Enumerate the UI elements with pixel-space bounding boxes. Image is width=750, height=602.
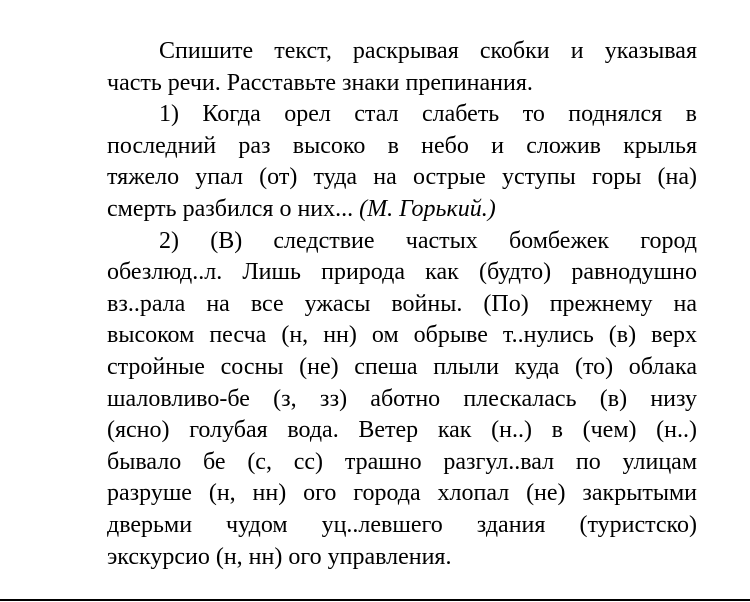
exercise-text xyxy=(107,36,697,573)
exercise2-line: обезлюд..л. Лишь природа как (будто) равнодушно xyxy=(107,259,697,286)
exercise1-line: 1) Когда орел стал слабеть то поднялся в xyxy=(159,101,697,128)
attribution: (М. Горький.) xyxy=(359,195,496,222)
exercise1-last-line xyxy=(107,194,697,226)
exercise2-line: дверьми чудом уц..левшего здания (туристско) xyxy=(107,511,697,538)
exercise2-line: высоком песча (н, нн) ом обрыве т..нулись (в) верх xyxy=(107,322,697,349)
bottom-divider xyxy=(0,599,750,601)
exercise1-line: тяжело упал (от) туда на острые уступы горы (на) xyxy=(107,164,697,191)
exercise2-line: шаловливо-бе (з, зз) аботно плескалась (в) низу xyxy=(107,385,697,412)
exercise2-line: 2) (В) следствие частых бомбежек город xyxy=(159,227,697,254)
exercise2-line: стройные сосны (не) спеша плыли куда (то) облака xyxy=(107,353,697,380)
instruction-line: часть речи. Расставьте знаки препинания. xyxy=(107,69,533,96)
exercise2-line: бывало бе (с, сс) трашно разгул..вал по улицам xyxy=(107,448,697,475)
exercise2-line: разруше (н, нн) ого города хлопал (не) закрытыми xyxy=(107,480,697,507)
exercise2-line: (ясно) голубая вода. Ветер как (н..) в (чем) (н..) xyxy=(107,417,697,444)
exercise2-line: вз..рала на все ужасы войны. (По) прежнему на xyxy=(107,290,697,317)
instruction-line: Спишите текст, раскрывая скобки и указывая xyxy=(159,38,697,64)
exercise2-line: экскурсио (н, нн) ого управления. xyxy=(107,543,452,570)
exercise1-line-text: смерть разбился о них... xyxy=(107,195,354,222)
exercise1-line: последний раз высоко в небо и сложив крылья xyxy=(107,132,697,159)
